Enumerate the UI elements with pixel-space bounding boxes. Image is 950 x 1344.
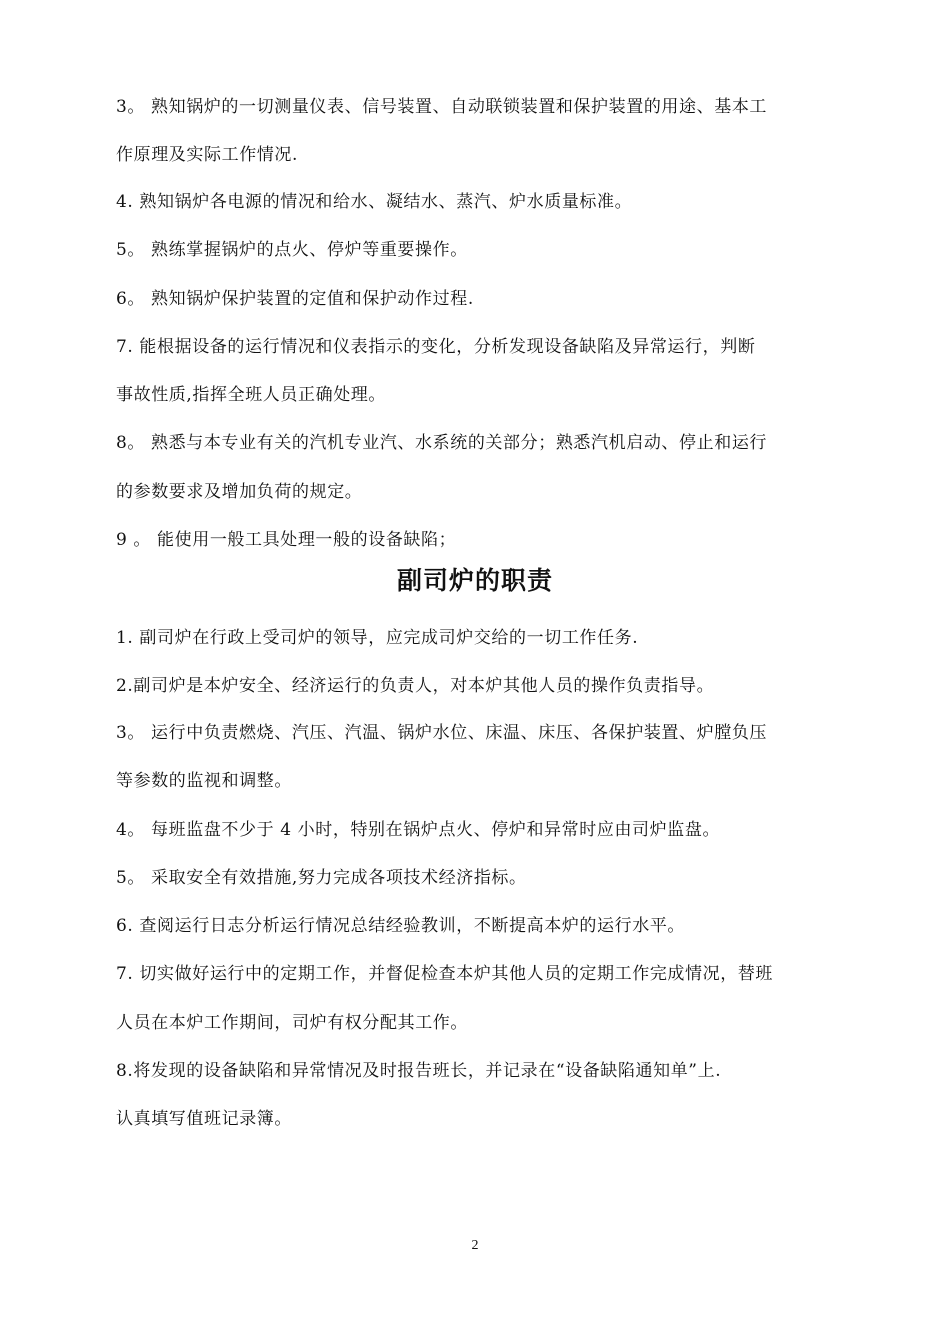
paragraph-line: 的参数要求及增加负荷的规定。 [116, 482, 363, 502]
paragraph-line: 事故性质,指挥全班人员正确处理。 [116, 385, 387, 405]
paragraph-line: 7. 切实做好运行中的定期工作，并督促检查本炉其他人员的定期工作完成情况，替班 [116, 964, 774, 984]
paragraph-line: 3。 熟知锅炉的一切测量仪表、信号装置、自动联锁装置和保护装置的用途、基本工 [116, 97, 768, 117]
paragraph-line: 5。 采取安全有效措施,努力完成各项技术经济指标。 [116, 868, 527, 888]
paragraph-line: 8。 熟悉与本专业有关的汽机专业汽、水系统的关部分；熟悉汽机启动、停止和运行 [116, 433, 768, 453]
paragraph-line: 8.将发现的设备缺陷和异常情况及时报告班长，并记录在“设备缺陷通知单”上. [116, 1061, 722, 1081]
paragraph-line: 1. 副司炉在行政上受司炉的领导，应完成司炉交给的一切工作任务. [116, 628, 639, 648]
paragraph-line: 6。 熟知锅炉保护装置的定值和保护动作过程. [116, 289, 474, 309]
paragraph-line: 4。 每班监盘不少于 4 小时，特别在锅炉点火、停炉和异常时应由司炉监盘。 [116, 820, 721, 840]
paragraph-line: 2.副司炉是本炉安全、经济运行的负责人，对本炉其他人员的操作负责指导。 [116, 676, 715, 696]
section-title: 副司炉的职责 [396, 566, 553, 595]
paragraph-line: 9 。 能使用一般工具处理一般的设备缺陷； [116, 530, 457, 550]
paragraph-line: 等参数的监视和调整。 [116, 771, 292, 791]
paragraph-line: 人员在本炉工作期间，司炉有权分配其工作。 [116, 1013, 468, 1033]
paragraph-line: 4. 熟知锅炉各电源的情况和给水、凝结水、蒸汽、炉水质量标准。 [116, 192, 633, 212]
page-number: 2 [471, 1238, 479, 1253]
paragraph-line: 6. 查阅运行日志分析运行情况总结经验教训，不断提高本炉的运行水平。 [116, 916, 686, 936]
paragraph-line: 5。 熟练掌握锅炉的点火、停炉等重要操作。 [116, 240, 468, 260]
paragraph-line: 认真填写值班记录簿。 [116, 1109, 292, 1129]
paragraph-line: 作原理及实际工作情况. [116, 145, 299, 165]
paragraph-line: 7. 能根据设备的运行情况和仪表指示的变化，分析发现设备缺陷及异常运行，判断 [116, 337, 756, 357]
paragraph-line: 3。 运行中负责燃烧、汽压、汽温、锅炉水位、床温、床压、各保护装置、炉膛负压 [116, 723, 768, 743]
